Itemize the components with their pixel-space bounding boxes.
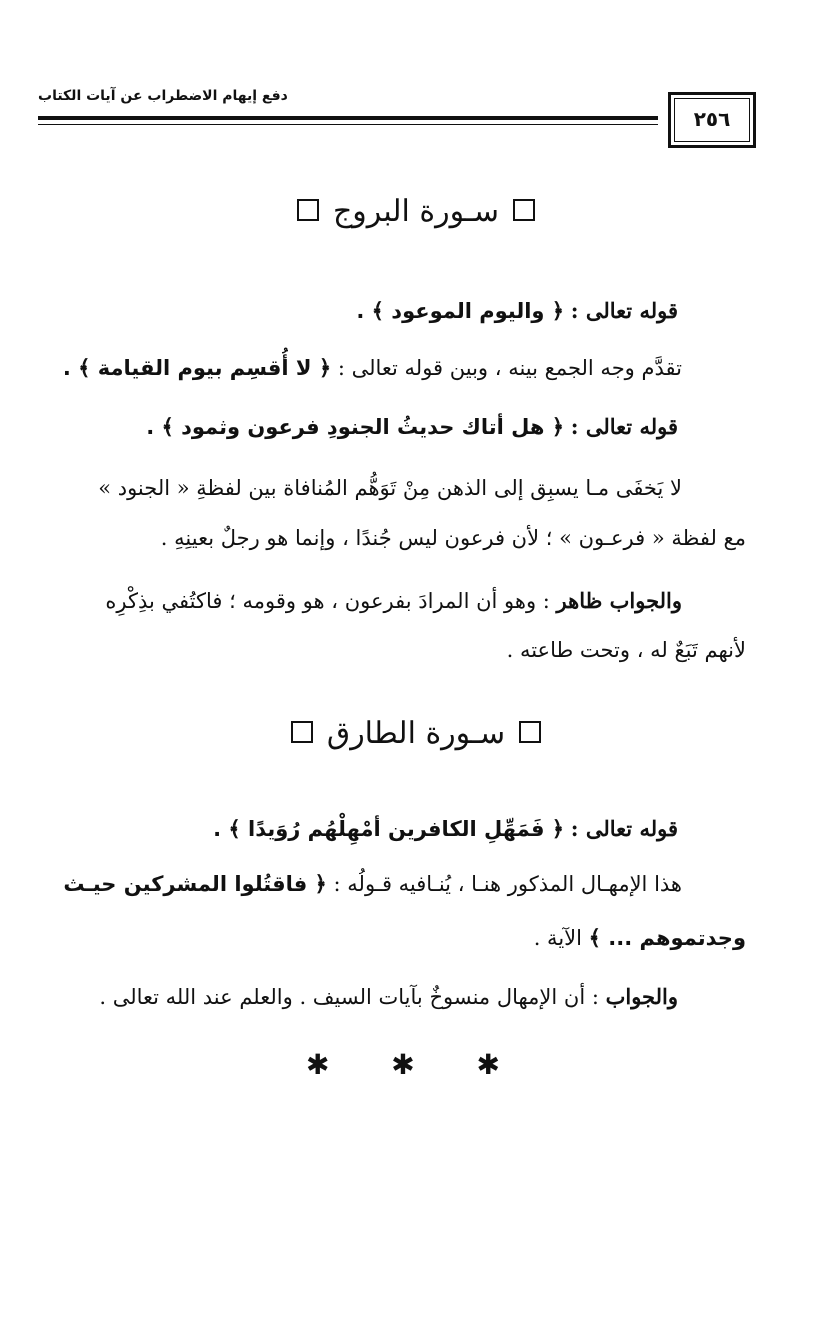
paragraph-answer [105, 588, 682, 613]
header-rule-thick [38, 116, 658, 120]
lead-text: قوله تعالى : [570, 816, 678, 841]
square-ornament-icon [297, 199, 319, 221]
body-text: هذا الإمهـال المذكور هنـا ، يُنـافيه قـولُه : [333, 872, 682, 896]
paragraph-line: مع لفظة « فرعـون » ؛ لأن فرعون ليس جُندًا ، وإنما هو رجلٌ بعينِهِ . [160, 526, 746, 550]
sura-heading-tariq [0, 716, 832, 751]
body-text: تقدَّم وجه الجمع بينه ، وبين قوله تعالى : [337, 356, 682, 380]
body-text: : وهو أن المرادَ بفرعون ، هو وقومه ؛ فاكتُفي بذِكْرِه [105, 589, 550, 613]
quran-verse: ﴿ فَمَهِّلِ الكافرين أمْهِلْهُم رُوَيدًا ﴾ . [213, 817, 565, 841]
page-number-box [668, 92, 756, 148]
running-title: دفع إيهام الاضطراب عن آيات الكتاب [38, 88, 288, 104]
quran-verse: وجدتموهم ... ﴾ [588, 926, 746, 950]
square-ornament-icon [291, 721, 313, 743]
paragraph-text [63, 356, 682, 380]
quran-verse: ﴿ واليوم الموعود ﴾ . [356, 299, 565, 323]
lead-text: قوله تعالى : [570, 414, 678, 439]
sura-title: سـورة الطارق [326, 716, 506, 751]
body-text: الآية . [533, 926, 582, 950]
quran-verse: ﴿ هل أتاك حديثُ الجنودِ فرعون وثمود ﴾ . [146, 415, 565, 439]
lead-text: والجواب ظاهر [556, 588, 682, 613]
paragraph-text [63, 872, 682, 896]
lead-text: قوله تعالى : [570, 298, 678, 323]
paragraph-line [534, 926, 746, 950]
paragraph-answer [99, 984, 678, 1009]
paragraph-line: لأنهم تَبَعٌ له ، وتحت طاعته . [506, 638, 746, 662]
quran-verse: ﴿ فاقتُلوا المشركين حيـث [63, 872, 327, 896]
sura-title: سـورة البروج [332, 194, 500, 229]
quran-verse: ﴿ لا أُقسِم بيوم القيامة ﴾ . [62, 356, 332, 380]
square-ornament-icon [519, 721, 541, 743]
lead-text: والجواب [605, 984, 678, 1009]
paragraph-line: لا يَخفَى مـا يسبِق إلى الذهن مِنْ تَوَهُّم المُنافاة بين لفظةِ « الجنود » [98, 476, 682, 500]
asterisk-ornament-icon: ✱ ✱ ✱ [306, 1048, 526, 1081]
square-ornament-icon [513, 199, 535, 221]
paragraph-verse-2 [146, 414, 678, 439]
paragraph-verse-1 [356, 298, 678, 323]
sura-heading-buruj [0, 194, 832, 229]
paragraph-verse-3 [213, 816, 678, 841]
body-text: : أن الإمهال منسوخٌ بآيات السيف . والعلم عند الله تعالى . [99, 985, 599, 1009]
page-number: ٢٥٦ [693, 107, 731, 131]
header-rule-thin [38, 124, 658, 125]
